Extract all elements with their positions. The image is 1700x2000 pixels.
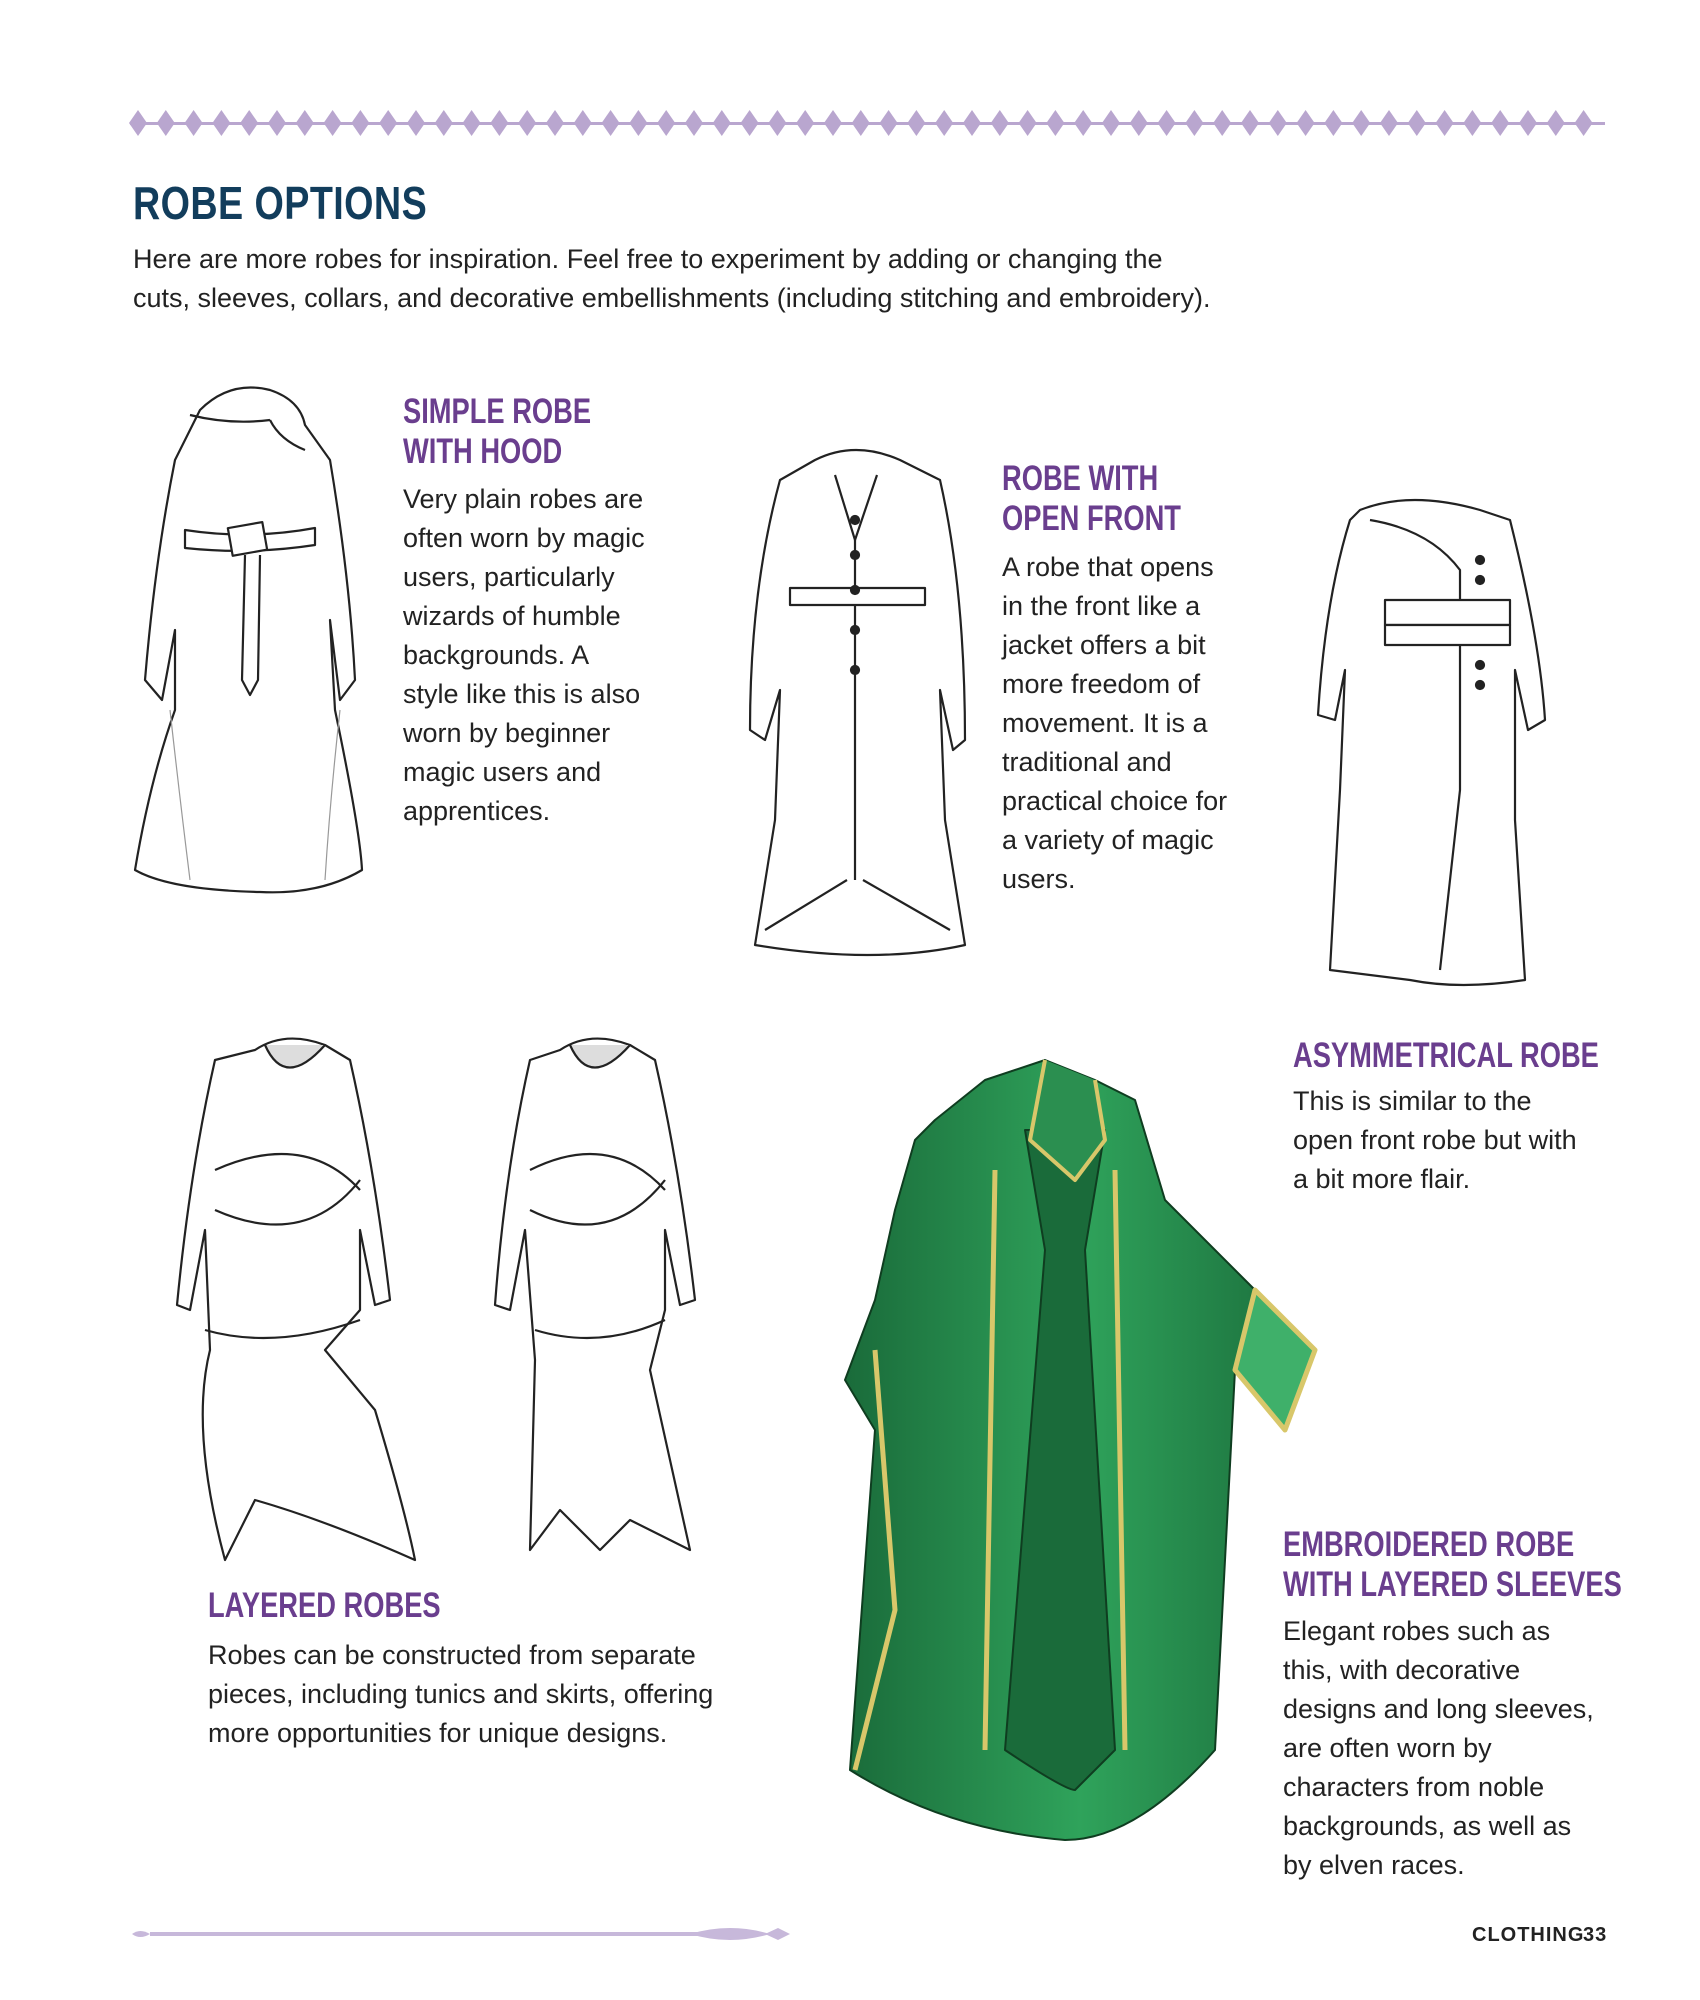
border-diamond [1213,110,1231,136]
border-diamond [1324,110,1342,136]
border-diamond [880,110,898,136]
border-diamond [490,110,508,136]
border-diamond [1352,110,1370,136]
border-diamond [629,110,647,136]
embroidered-robe-illustration [835,1050,1335,1850]
border-diamond [351,110,369,136]
border-diamond [907,110,925,136]
border-diamond [435,110,453,136]
border-diamond [963,110,981,136]
border-diamond [1519,110,1537,136]
page-number: 33 [1583,1924,1608,1946]
border-diamond [240,110,258,136]
border-diamond [852,110,870,136]
open-front-robe-illustration [735,440,980,960]
top-diamond-border [130,108,1610,138]
border-diamond [129,110,147,136]
border-diamond [379,110,397,136]
border-diamond [935,110,953,136]
border-diamond [268,110,286,136]
open-front-heading-line1: ROBE WITH [1002,459,1159,498]
open-front-body: A robe that opens in the front like a jacket offers a bit more freedom of movement. It is a traditional and practical choice for a variety of magic users. [1002,552,1228,894]
border-diamond [991,110,1009,136]
border-diamond [1269,110,1287,136]
layered-heading: LAYERED ROBES [208,1586,441,1625]
page-title: ROBE OPTIONS [133,177,428,229]
border-diamond [212,110,230,136]
border-diamond [1436,110,1454,136]
asymmetrical-robe-illustration [1310,490,1560,990]
border-diamond [1463,110,1481,136]
border-diamond [768,110,786,136]
asymmetrical-heading: ASYMMETRICAL ROBE [1293,1036,1599,1075]
embroidered-heading-line2: WITH LAYERED SLEEVES [1283,1565,1622,1604]
intro-text: Here are more robes for inspiration. Feel free to experiment by adding or changing the cuts, sleeves, collars, and decorative embellishments (including stitching and embroidery). [133,244,1211,313]
border-diamond [713,110,731,136]
border-diamond [1046,110,1064,136]
simple-robe-illustration [130,380,380,900]
embroidered-body: Elegant robes such as this, with decorative designs and long sleeves, are often worn by characters from noble backgrounds, as well as by elven races. [1283,1616,1594,1880]
border-diamond [1547,110,1565,136]
border-diamond [1297,110,1315,136]
border-diamond [741,110,759,136]
border-diamond [324,110,342,136]
border-diamond [1491,110,1509,136]
border-diamond [1380,110,1398,136]
open-front-heading [1002,459,1181,539]
simple-robe-heading [403,392,591,472]
border-diamond [185,110,203,136]
border-diamond [1185,110,1203,136]
open-front-heading-line2: OPEN FRONT [1002,499,1181,538]
footer-section-label: CLOTHING [1472,1924,1585,1946]
border-diamond [574,110,592,136]
simple-robe-body: Very plain robes are often worn by magic users, particularly wizards of humble backgrounds. A style like this is also worn by beginner magic users and apprentices. [403,484,645,826]
border-diamond [657,110,675,136]
border-diamond [518,110,536,136]
border-diamond [546,110,564,136]
simple-robe-heading-line2: WITH HOOD [403,432,563,471]
layered-robe-illustration-right [490,1030,730,1570]
embroidered-heading [1283,1525,1622,1605]
border-diamond [1241,110,1259,136]
layered-robe-illustration-left [175,1030,435,1570]
embroidered-heading-line1: EMBROIDERED ROBE [1283,1525,1575,1564]
border-diamond [824,110,842,136]
border-diamond [796,110,814,136]
border-diamond [1074,110,1092,136]
border-diamond [463,110,481,136]
border-diamond [1130,110,1148,136]
border-diamond [1408,110,1426,136]
border-diamond [296,110,314,136]
border-diamond [1019,110,1037,136]
border-diamond [1158,110,1176,136]
border-diamond [157,110,175,136]
border-diamond [685,110,703,136]
simple-robe-heading-line1: SIMPLE ROBE [403,392,592,431]
border-diamond [1102,110,1120,136]
border-diamond [1575,110,1593,136]
border-diamond [602,110,620,136]
border-diamond [407,110,425,136]
layered-body: Robes can be constructed from separate pieces, including tunics and skirts, offering more opportunities for unique designs. [208,1640,714,1748]
bottom-ornament [130,1922,790,1946]
asymmetrical-body: This is similar to the open front robe but with a bit more flair. [1293,1086,1577,1194]
